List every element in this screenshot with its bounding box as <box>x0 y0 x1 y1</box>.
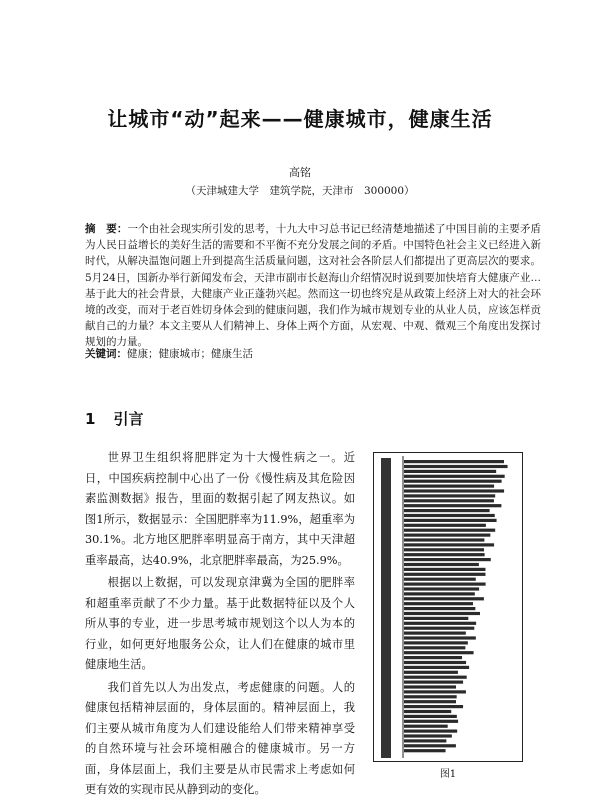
figure-bar <box>404 592 475 595</box>
figure-bar <box>404 578 476 581</box>
figure-bar <box>404 749 446 752</box>
figure-bar <box>404 480 502 483</box>
figure-bar <box>404 725 448 728</box>
figure-bar <box>404 548 484 551</box>
figure-bar <box>404 661 466 664</box>
figure-label-column <box>381 458 391 758</box>
figure-bar <box>404 568 485 571</box>
figure-bar <box>404 475 505 478</box>
author-name: 高铭 <box>289 166 311 179</box>
figure-bar <box>404 470 496 473</box>
figure-bar <box>404 460 504 463</box>
abstract-text: 一个由社会现实所引发的思考，十九大中习总书记已经清楚地描述了中国目前的主要矛盾为人民日益增长的美好生活的需要和不平衡不充分发展之间的矛盾。中国特色社会主义已经进入新时代，从解决温饱问题上升到提高生活质量问题，这对社会各阶层人们都提出了更高层次的要求。5月24日，国新办举行新闻发布会，天津市副市长赵海山介绍情况时说到要加快培育大健康产业…基于此大的社会背景，大健康产业正蓬勃兴起。然而这一切也终究是从政策上经济上对大的社会环境的改变，而对于老百姓切身体会到的健康问题，我们作为城市规划专业的从业人员，应该怎样贡献自己的力量？本文主要从人们精神上、身体上两个方面，从宏观、中观、微观三个角度出发探讨规划的力量。 <box>85 223 542 349</box>
figure-bar <box>404 494 495 497</box>
figure-1-bar-graphic <box>373 452 523 762</box>
paragraph: 我们首先以人为出发点，考虑健康的问题。人的健康包括精神层面的，身体层面的。精神层面上，我们主要从城市角度为人们建设能给人们带来精神享受的自然环境与社会环境相融合的健康城市。另一方面，身体层面上，我们主要是从市民需求上考虑如何更有效的实现市民从静到动的变化。 <box>85 680 355 796</box>
figure-bar <box>404 587 479 590</box>
figure-bar <box>404 651 474 654</box>
keywords-text: 健康；健康城市；健康生活 <box>127 348 253 360</box>
section-number: 1 <box>85 410 96 428</box>
figure-bar <box>404 627 474 630</box>
figure-bar <box>404 695 457 698</box>
body-text <box>85 448 355 803</box>
figure-bar <box>404 583 486 586</box>
figure-bar <box>404 636 476 639</box>
figure-bar <box>404 685 456 688</box>
figure-bar <box>404 676 467 679</box>
figure-bar <box>404 734 452 737</box>
figure-bar <box>404 641 468 644</box>
figure-bar <box>404 646 465 649</box>
figure-caption: 图1 <box>439 769 457 780</box>
figure-bar <box>404 720 458 723</box>
figure-bar <box>404 681 463 684</box>
figure-bar <box>404 607 475 610</box>
figure-1-image <box>373 452 523 762</box>
figure-bar <box>404 632 466 635</box>
figure-bar <box>404 514 495 517</box>
figure-bar <box>404 739 446 742</box>
figure-bar <box>404 465 508 468</box>
figure-bar <box>404 730 457 733</box>
figure-bar <box>404 671 458 674</box>
figure-bar <box>404 597 484 600</box>
section-title: 引言 <box>113 410 144 428</box>
figure-bar <box>404 489 504 492</box>
figure-bar <box>404 710 451 713</box>
paper-title: 让城市“动”起来——健康城市，健康生活 <box>107 107 493 131</box>
figure-bar <box>404 543 494 546</box>
paragraph: 世界卫生组织将肥胖定为十大慢性病之一。近日，中国疾病控制中心出了一份《慢性病及其危险因素监测数据》报告，里面的数据引起了网友热议。如图1所示，数据显示：全国肥胖率为11.9%，超重率为30.1%。北方地区肥胖率明显高于南方，其中天津超重率最高，达40.9%，北京肥胖率最高，为25.9%。 <box>85 451 355 567</box>
figure-bar <box>404 499 494 502</box>
figure-bar <box>404 666 469 669</box>
keywords-label: 关键词： <box>85 348 127 360</box>
figure-bar <box>404 558 491 561</box>
figure-bar <box>404 617 468 620</box>
figure-bar <box>404 529 495 532</box>
author-affiliation: （天津城建大学 建筑学院，天津市 300000） <box>185 185 415 197</box>
figure-bar <box>404 509 490 512</box>
section-heading <box>85 408 143 429</box>
figure-bar <box>404 715 457 718</box>
figure-bar <box>404 534 490 537</box>
figure-bar <box>404 573 485 576</box>
figure-bar <box>404 690 466 693</box>
figure-bar <box>404 519 497 522</box>
figure-bar <box>404 700 456 703</box>
abstract-label: 摘 要： <box>85 223 128 235</box>
figure-bar <box>404 524 486 527</box>
figure-bar <box>404 656 462 659</box>
figure-bar <box>404 622 476 625</box>
abstract <box>85 221 541 351</box>
figure-bar <box>404 612 480 615</box>
figure-bar <box>404 705 463 708</box>
figure-bar <box>404 538 484 541</box>
paragraph: 根据以上数据，可以发现京津冀为全国的肥胖率和超重率贡献了不少力量。基于此数据特征以及个人所从事的专业，进一步思考城市规划这个以人为本的行业，如何更好地服务公众，让人们在健康的城市里健康地生活。 <box>85 576 355 671</box>
keywords <box>85 346 541 361</box>
figure-bar <box>404 563 479 566</box>
figure-bar <box>404 602 473 605</box>
figure-bar <box>404 553 485 556</box>
figure-bar <box>404 485 494 488</box>
figure-bar <box>404 744 456 747</box>
figure-bar <box>404 504 501 507</box>
